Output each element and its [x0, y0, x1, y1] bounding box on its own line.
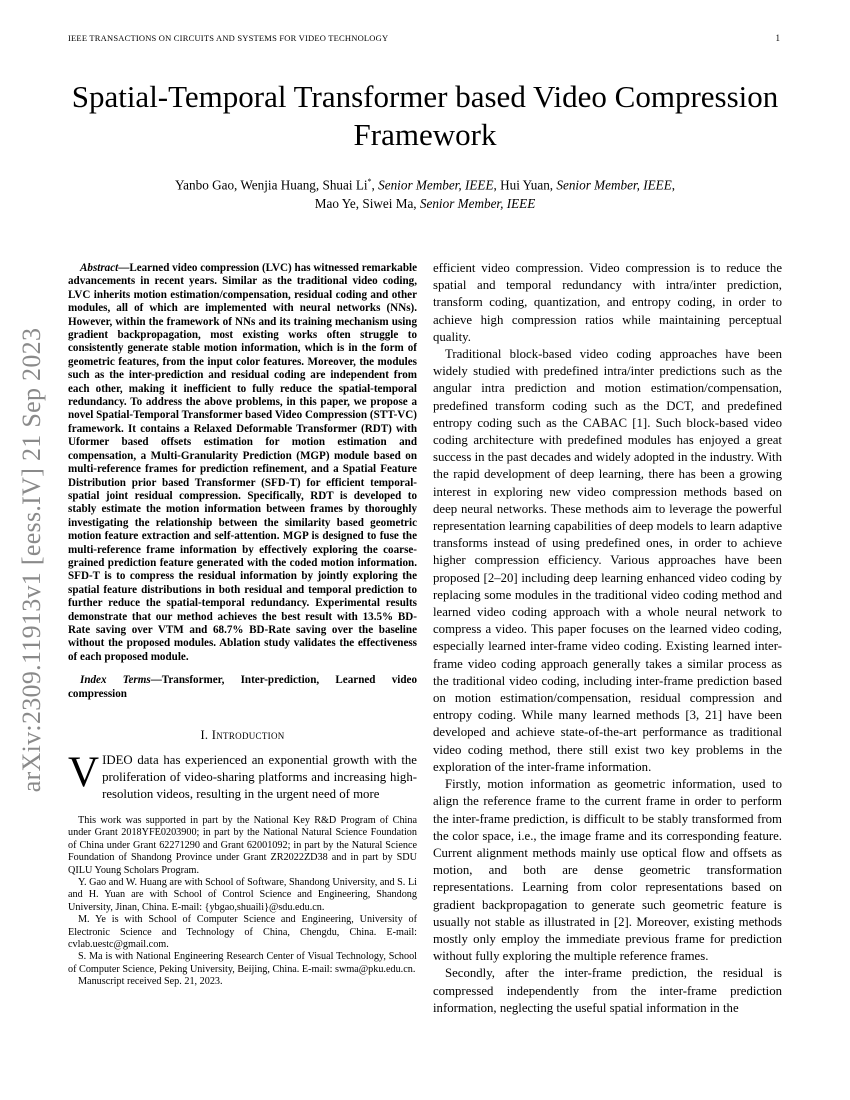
intro-paragraph [68, 749, 417, 803]
index-terms-text: —Transformer, Inter-prediction, Learned video compression [68, 674, 417, 700]
footnote-affiliation: M. Ye is with School of Computer Science and Engineering, University of Electronic Science and Technology of China, Chengdu, China. E-mail: cvlab.uestc@gmail.com. [68, 914, 417, 951]
paper-title: Spatial-Temporal Transformer based Video Compression Framework [71, 79, 779, 152]
index-terms [68, 674, 417, 701]
left-column [68, 262, 417, 989]
section-heading [68, 728, 417, 743]
corresponding-mark: * [367, 177, 372, 186]
footnote-affiliation: S. Ma is with National Engineering Research Center of Visual Technology, School of Computer Science, Peking University, Beijing, China. E-mail: swma@pku.edu.cn. [68, 951, 417, 975]
abstract [68, 262, 417, 664]
section-title: Introduction [211, 728, 285, 742]
body-paragraph: Traditional block-based video coding approaches have been widely studied with predefined intra/inter predictions such as the angular intra prediction and motion estimation/compensation, predefined transform coding such as the DCT, and predefined entropy coding such as the CABAC [1]. Such block-based video coding architecture with predefined modules has enjoyed a great success in the past decades and widely adopted in the industry. With the rapid development of deep learning, there has been a growing interest in exploring new video compression methods based on deep neural networks. These methods aim to leverage the powerful representation learning capabilities of deep models to learn adaptive transforms instead of using predefined ones, in order to achieve higher compression efficiency. Various approaches have been proposed [2–20] including deep learning enhanced video coding by replacing some modules in the traditional video coding method and learned video coding approach with a whole neural network to compress a video. This paper focuses on the learned video coding, especially learned inter-frame video coding. Existing learned inter-frame video coding approach generally takes a similar process as the traditional video coding, including inter-frame prediction based on motion estimation/compensation, residual compression and entropy coding. While many learned methods [3, 21] have been developed and achieve state-of-the-art performance as traditional video coding method, there still exist two key problems in the exploration of the inter-frame information. [433, 347, 782, 774]
footnote-funding: This work was supported in part by the National Key R&D Program of China under Grant 2018YFE0203900; in part by the National Natural Science Foundation of China under Grant 62271290 and Grant 62001092; in part by the Natural Science Foundation of Shandong Province under Grant ZR2022ZD38 and in part by SDU QILU Young Scholars Program. [68, 815, 417, 876]
authors-part: , [671, 177, 676, 193]
body-paragraph: Secondly, after the inter-frame prediction, the residual is compressed independently from the inter-frame prediction information, neglecting the useful spatial information in the [433, 966, 782, 1015]
section-number: I. [200, 728, 212, 742]
abstract-text: —Learned video compression (LVC) has witnessed remarkable advancements in recent years. Similar as the traditional video coding, LVC inherits motion estimation/compensation, residual coding and other modules, all of which are implemented with neural networks (NNs). However, within the framework of NNs and its training mechanism using gradient backpropagation, most existing works often struggle to consistently generate stable motion information, which is in the form of geometric features, from the input color features. Moreover, the modules such as the inter-prediction and residual coding are independent from each other, making it inefficient to fully reduce the spatial-temporal redundancy. To address the above problems, in this paper, we propose a novel Spatial-Temporal Transformer based Video Compression (STT-VC) framework. It contains a Relaxed Deformable Transformer (RDT) with Uformer based offsets estimation for motion estimation and compensation, a Multi-Granularity Prediction (MGP) module based on multi-reference frames for prediction refinement, and a Spatial Feature Distribution prior based Transformer (SFD-T) for efficient temporal-spatial joint residual compression. Specifically, RDT is developed to stably estimate the motion information between frames by thoroughly investigating the relationship between the similarity based geometric motion feature extraction and self-attention. MGP is designed to fuse the multi-reference frame information by effectively exploring the coarse-grained prediction feature generated with the coded motion information. SFD-T is to compress the residual information by jointly exploring the spatial feature distributions in both residual and temporal prediction to further reduce the spatial-temporal redundancy. Experimental results demonstrate that our method achieves the best result with 13.5% BD-Rate saving over VTM and 68.7% BD-Rate saving over the baseline without the proposed modules. Ablation study validates the effectiveness of each proposed module. [68, 262, 417, 663]
authors-part: , [371, 177, 379, 193]
author-role: Senior Member, IEEE [556, 177, 672, 193]
authors-part: Mao Ye, Siwei Ma, [314, 196, 420, 212]
footnotes [68, 815, 417, 989]
body-paragraph: Firstly, motion information as geometric information, used to align the reference frame to the current frame in order to perform the inter-frame prediction, is difficult to be stably transformed from the color space, i.e., the image frame and its corresponding feature. Current alignment methods mainly use optical flow and offsets as motion, and both are dense geometric transformation representations. Learning from color representations based on gradient backpropagation to generate such geometric feature is usually not stable as illustrated in [2]. Moreover, existing methods mostly only employ the immediate previous frame for prediction without fully exploring the multiple reference frames. [433, 777, 782, 964]
arxiv-stamp[interactable] [8, 290, 56, 830]
author-role: Senior Member, IEEE [419, 196, 536, 212]
right-column [433, 260, 782, 1017]
intro-text: data has experienced an exponential growth with the proliferation of video-sharing platforms and increasing high-resolution videos, resulting in the urgent need of more [102, 753, 417, 801]
abstract-label: Abstract [80, 262, 119, 274]
arxiv-stamp-text: arXiv:2309.11913v1 [eess.IV] 21 Sep 2023 [17, 327, 46, 793]
drop-cap: V [68, 749, 100, 796]
authors-part: Yanbo Gao, Wenjia Huang, Shuai Li [174, 177, 368, 193]
intro-first-word: IDEO [102, 753, 133, 767]
author-role: Senior Member, IEEE [378, 177, 494, 193]
footnote-affiliation: Y. Gao and W. Huang are with School of Software, Shandong University, and S. Li and H. Yuan are with School of Control Science and Engineering, Shandong University, Jinan, China. E-mail: {ybgao,shuaili}@sdu.edu.cn. [68, 877, 417, 913]
author-list [68, 172, 782, 213]
running-header: IEEE TRANSACTIONS ON CIRCUITS AND SYSTEMS FOR VIDEO TECHNOLOGY [68, 33, 389, 43]
page-number: 1 [775, 33, 780, 43]
authors-part: , Hui Yuan, [493, 177, 557, 193]
body-paragraph: efficient video compression. Video compression is to reduce the spatial and temporal redundancy with intra/inter prediction, transform coding, quantization, and entropy coding, in order to achieve high compression ratios while maintaining perceptual quality. [433, 261, 782, 344]
footnote-received: Manuscript received Sep. 21, 2023. [78, 976, 223, 988]
index-terms-label: Index Terms [80, 674, 151, 687]
